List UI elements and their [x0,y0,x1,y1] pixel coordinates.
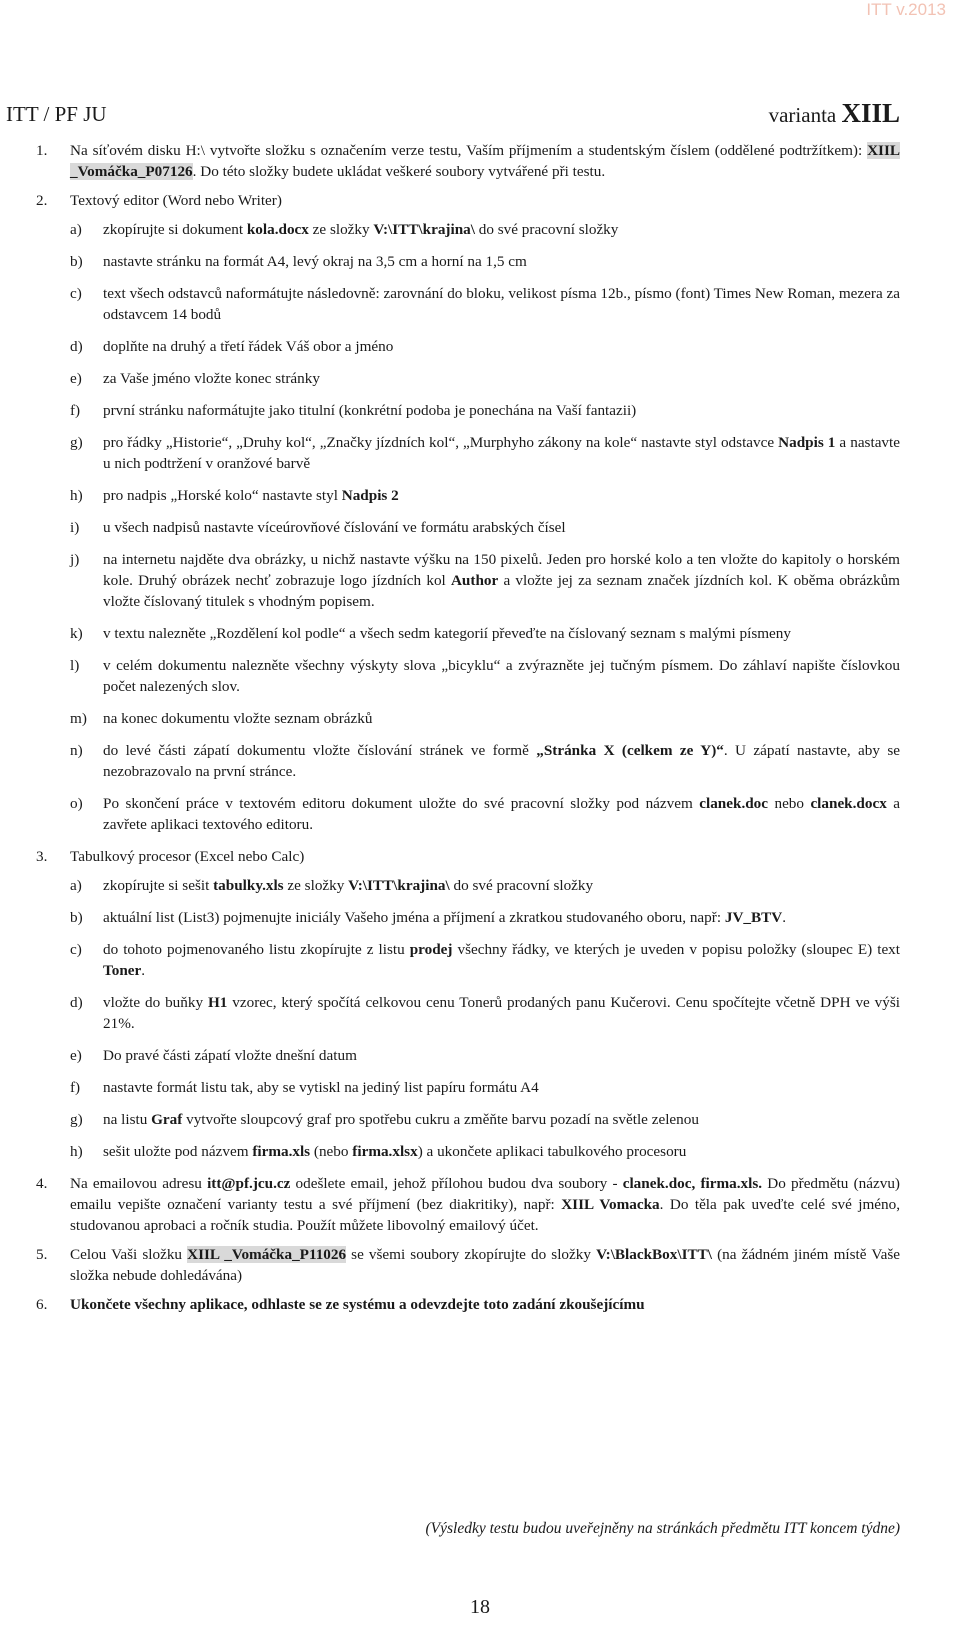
task-number: 4. [36,1175,48,1192]
subtask-m: m) na konec dokumentu vložte seznam obrázků [70,710,373,727]
results-note: (Výsledky testu budou uveřejněny na stránkách předmětu ITT koncem týdne) [425,1520,900,1537]
page-number: 18 [470,1596,490,1618]
task-5: 5. Celou Vaši složku XIIL _Vomáčka_P11026 se všemi soubory zkopírujte do složky V:\BlackBox\ITT\ (na žádném jiném místě Vaše složka nebude dohledávána) [36,1246,900,1284]
course-label: ITT / PF JU [6,102,107,126]
task-number: 1. [36,142,48,159]
subtask-g: g) na listu Graf vytvořte sloupcový graf pro spotřebu cukru a změňte barvu pozadí na světle zelenou [70,1111,699,1128]
subtask-o: o) Po skončení práce v textovém editoru dokument uložte do své pracovní složky pod názvem clanek.doc nebo clanek.docx a zavřete aplikaci textového editoru. [70,795,900,833]
task-number: 6. [36,1296,48,1313]
page-header [6,98,900,128]
folder-name-highlight: XIIL _Vomáčka_P11026 [187,1246,347,1263]
subtask-b: b) aktuální list (List3) pojmenujte iniciály Vašeho jména a příjmení a zkratkou studovaného oboru, např: JV_BTV. [70,909,787,926]
task-1: 1. Na síťovém disku H:\ vytvořte složku s označením verze testu, Vaším příjmením a studentským číslem (oddělené podtržítkem): XIIL _Vomáčka_P07126. Do této složky budete ukládat veškeré soubory vytvářené při testu. [36,142,900,180]
task-3 [30,846,900,1162]
subtask-a: a) zkopírujte si dokument kola.docx ze složky V:\ITT\krajina\ do své pracovní složky [70,221,619,238]
subtask-e: e) Do pravé části zápatí vložte dnešní datum [70,1047,357,1064]
task-number: 3. [36,848,48,865]
task-number: 5. [36,1246,48,1263]
task-number: 2. [36,192,48,209]
subtask-f: f) první stránku naformátujte jako titulní (konkrétní podoba je ponechána na Vaší fantazii) [70,402,637,419]
subtask-k: k) v textu nalezněte „Rozdělení kol podle“ a všech sedm kategorií převeďte na číslovaný seznam s malými písmeny [70,625,791,642]
task-2 [30,190,900,835]
subtask-h: h) sešit uložte pod názvem firma.xls (nebo firma.xlsx) a ukončete aplikaci tabulkového procesoru [70,1143,687,1160]
subtask-b: b) nastavte stránku na formát A4, levý okraj na 3,5 cm a horní na 1,5 cm [70,253,527,270]
subtask-d: d) doplňte na druhý a třetí řádek Váš obor a jméno [70,338,394,355]
test-document [30,140,900,1323]
variant-code: XIIL [841,98,900,128]
task-title: Tabulkový procesor (Excel nebo Calc) [70,848,305,865]
subtask-a: a) zkopírujte si sešit tabulky.xls ze složky V:\ITT\krajina\ do své pracovní složky [70,877,594,894]
subtask-c: c) do tohoto pojmenovaného listu zkopírujte z listu prodej všechny řádky, ve kterých je uveden v popisu položky (sloupec E) text Toner. [70,941,900,979]
watermark: ITT v.2013 [866,0,946,19]
variant-label: varianta XIIL [768,98,900,128]
subtask-l: l) v celém dokumentu nalezněte všechny výskyty slova „bicyklu“ a zvýrazněte jej tučným písmem. Do záhlaví napište číslovkou počet nalezených slov. [70,657,900,695]
subtask-c: c) text všech odstavců naformátujte následovně: zarovnání do bloku, velikost písma 12b., písmo (font) Times New Roman, mezera za odstavcem 14 bodů [70,285,900,323]
subtask-g: g) pro řádky „Historie“, „Druhy kol“, „Značky jízdních kol“, „Murphyho zákony na kole“ nastavte styl odstavce Nadpis 1 a nastavte u nich podtržení v oranžové barvě [70,434,900,472]
subtask-e: e) za Vaše jméno vložte konec stránky [70,370,320,387]
subtask-n: n) do levé části zápatí dokumentu vložte číslování stránek ve formě „Stránka X (celkem ze Y)“. U zápatí nastavte, aby se nezobrazovalo na první stránce. [70,742,900,780]
subtask-list [70,219,900,835]
subtask-h: h) pro nadpis „Horské kolo“ nastavte styl Nadpis 2 [70,487,399,504]
subtask-j: j) na internetu najděte dva obrázky, u nichž nastavte výšku na 150 pixelů. Jeden pro horské kolo a ten vložte do kapitoly o horském kole. Druhý obrázek nechť zobrazuje logo jízdních kol Author a vložte jej za seznam značek jízdních kol. K oběma obrázkům vložte číslovaný titulek s vhodným popisem. [70,551,900,610]
subtask-list [70,875,900,1162]
task-title: Textový editor (Word nebo Writer) [70,192,282,209]
subtask-f: f) nastavte formát listu tak, aby se vytiskl na jediný list papíru formátu A4 [70,1079,539,1096]
subtask-i: i) u všech nadpisů nastavte víceúrovňové číslování ve formátu arabských čísel [70,519,566,536]
subtask-d: d) vložte do buňky H1 vzorec, který spočítá celkovou cenu Tonerů prodaných panu Kučerovi. Cenu spočítejte včetně DPH ve výši 21%. [70,994,901,1032]
folder-name-highlight: XIIL _Vomáčka_P07126 [70,142,900,180]
task-4: 4. Na emailovou adresu itt@pf.jcu.cz odešlete email, jehož přílohou budou dva soubory - clanek.doc, firma.xls. Do předmětu (názvu) emailu vepište označení varianty testu a své příjmení (bez diakritiky), např: XIIL Vomacka. Do těla pak uveďte celé své jméno, studovanou aprobaci a ročník studia. Použít můžete libovolný emailový účet. [36,1175,900,1234]
task-6: 6. Ukončete všechny aplikace, odhlaste se ze systému a odevzdejte toto zadání zkoušejícímu [36,1296,645,1313]
